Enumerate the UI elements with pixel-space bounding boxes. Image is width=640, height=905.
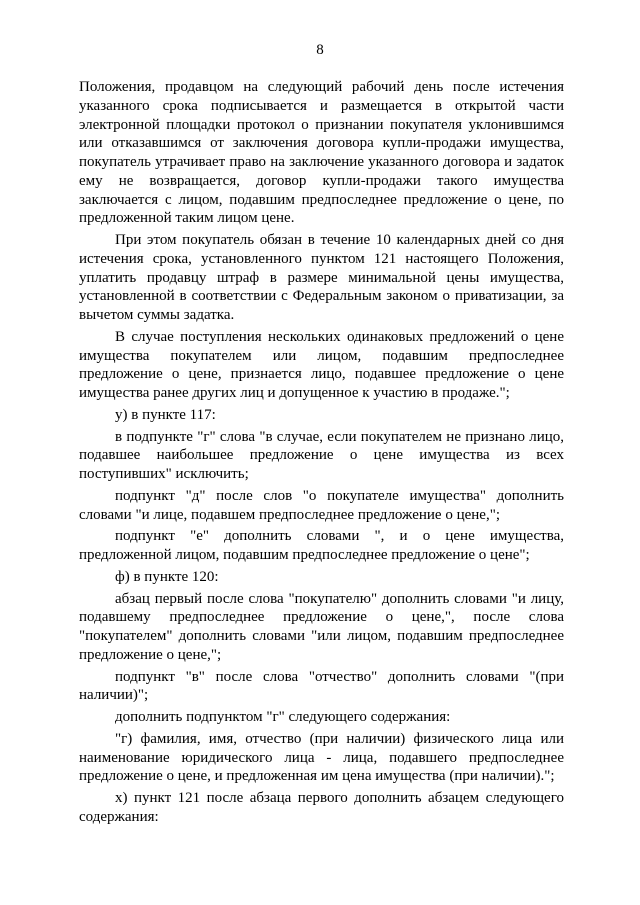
paragraph: При этом покупатель обязан в течение 10 календарных дней со дня истечения срока, установленного пунктом 121 настоящего Положения, уплатить продавцу штраф в размере минимальной цены имущества, установленной в соответствии с Федеральным законом о приватизации, за вычетом суммы задатка. <box>79 232 564 323</box>
paragraph: подпункт "е" дополнить словами ", и о цене имущества, предложенной лицом, подавшим предпоследнее предложение о цене"; <box>79 528 564 563</box>
document-body <box>79 78 564 830</box>
paragraph: дополнить подпунктом "г" следующего содержания: <box>115 709 451 725</box>
paragraph: у) в пункте 117: <box>115 406 216 423</box>
paragraph: В случае поступления нескольких одинаковых предложений о цене имущества покупателем или лицом, подавшим предпоследнее предложение о цене, признается лицо, подавшее предложение о цене имущества ранее других лиц и допущенное к участию в продаже."; <box>79 328 564 401</box>
paragraph: в подпункте "г" слова "в случае, если покупателем не признано лицо, подавшее наибольшее предложение о цене имущества из всех поступивших" исключить; <box>79 428 564 482</box>
paragraph: подпункт "д" после слов "о покупателе имущества" дополнить словами "и лице, подавшем предпоследнее предложение о цене,"; <box>79 487 564 523</box>
paragraph: х) пункт 121 после абзаца первого дополнить абзацем следующего содержания: <box>79 790 564 825</box>
paragraph: подпункт "в" после слова "отчество" дополнить словами "(при наличии)"; <box>79 668 564 704</box>
paragraph: Положения, продавцом на следующий рабочий день после истечения указанного срока подписывается и размещается в открытой части электронной площадки протокол о признании покупателя уклонившимся или отказавшимся от заключения договора купли-продажи имущества, покупатель утрачивает право на заключение указанного договора и задаток ему не возвращается, договор купли-продажи такого имущества заключается с лицом, подавшим предпоследнее предложение о цене, по предложенной таким лицом цене. <box>79 79 564 227</box>
paragraph: абзац первый после слова "покупателю" дополнить словами "и лицу, подавшему предпоследнее предложение о цене,", после слова "покупателем" дополнить словами "или лицом, подавшим предпоследнее предложение о цене,"; <box>79 590 564 663</box>
paragraph: "г) фамилия, имя, отчество (при наличии) физического лица или наименование юридического лица - лица, подавшего предпоследнее предложение о цене, и предложенная им цена имущества (при наличии)."; <box>79 730 564 785</box>
paragraph: ф) в пункте 120: <box>115 568 219 585</box>
page-number: 8 <box>316 42 324 58</box>
